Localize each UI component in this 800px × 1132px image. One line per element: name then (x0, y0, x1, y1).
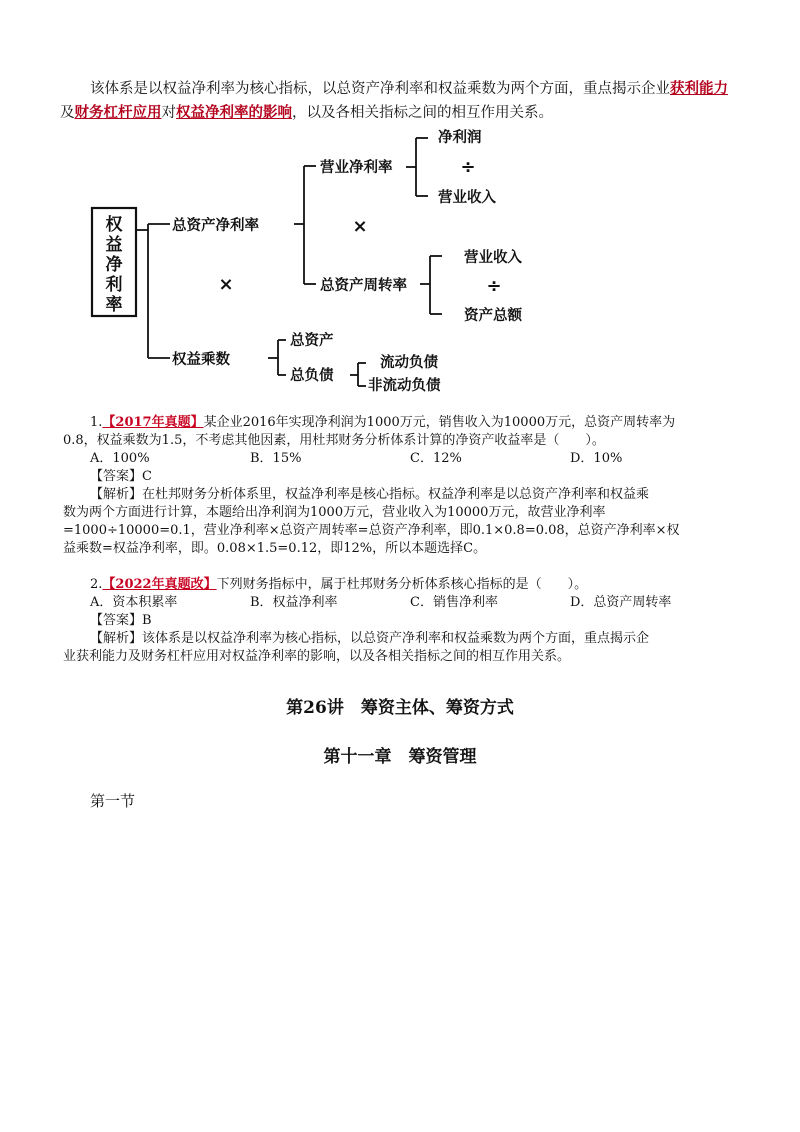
intro-highlight-leverage: 财务杠杆应用 (74, 104, 162, 121)
multiplier-bracket (268, 340, 286, 375)
dupont-diagram (60, 120, 560, 400)
total-assets-amount-label: 资产总额 (464, 308, 522, 324)
q2-option-a: A．资本积累率 (90, 595, 178, 610)
intro-text-1: 该体系是以权益净利率为核心指标，以总资产净利率和权益乘数为两个方面，重点揭示企业 (90, 81, 670, 97)
q1-analysis-1: 【解析】在杜邦财务分析体系里，权益净利率是核心指标。权益净利率是以总资产净利率和权益乘 (90, 487, 650, 502)
op-revenue-2-label: 营业收入 (464, 250, 522, 266)
q1-answer: 【答案】C (90, 469, 152, 484)
margin-bracket (406, 138, 428, 196)
root-char-5: 率 (105, 295, 123, 315)
turnover-bracket (420, 256, 442, 314)
q1-number: 1. (90, 415, 103, 430)
q1-analysis-3: =1000÷10000=0.1，营业净利率×总资产周转率=总资产净利率，即0.1×0.8=0.08，总资产净利率×权 (63, 523, 680, 538)
intro-paragraph (60, 77, 740, 125)
q1-stem-2: 0.8，权益乘数为1.5，不考虑其他因素，用杜邦财务分析体系计算的净资产收益率是（ ）。 (63, 433, 605, 448)
root-char-4: 利 (105, 275, 123, 295)
q2-number: 2. (90, 577, 103, 592)
intro-text-4: ，以及各相关指标之间的相互作用关系。 (292, 105, 553, 121)
asset-turnover-label: 总资产周转率 (320, 278, 407, 294)
lecture-title: 第26讲 筹资主体、筹资方式 (286, 698, 514, 718)
q1-tag: 【2017年真题】 (102, 415, 204, 430)
multiply-sign-1: × (218, 274, 234, 295)
chapter-title: 第十一章 筹资管理 (323, 747, 477, 767)
q1-option-c: C．12% (410, 451, 462, 466)
intro-highlight-roe-impact: 权益净利率的影响 (176, 104, 292, 121)
q2-option-b: B．权益净利率 (250, 595, 338, 610)
q1-analysis-4: 益乘数=权益净利率，即。0.08×1.5=0.12，即12%，所以本题选择C。 (63, 541, 487, 556)
root-bracket (136, 224, 170, 358)
q2-analysis-2: 业获利能力及财务杠杆应用对权益净利率的影响，以及各相关指标之间的相互作用关系。 (63, 649, 571, 664)
q2-tag: 【2022年真题改】 (102, 577, 217, 592)
intro-text-3: 对 (161, 105, 176, 121)
net-profit-label: 净利润 (438, 130, 482, 146)
q2-stem: 下列财务指标中，属于杜邦财务分析体系核心指标的是（ ）。 (216, 577, 588, 592)
op-net-margin-label: 营业净利率 (320, 160, 393, 176)
current-liabilities-label: 流动负债 (380, 355, 438, 371)
question-1 (63, 414, 730, 558)
section-title: 第一节 (90, 792, 136, 810)
total-liabilities-label: 总负债 (290, 368, 334, 384)
root-char-3: 净 (105, 255, 123, 275)
question-2 (63, 576, 730, 666)
q2-analysis-1: 【解析】该体系是以权益净利率为核心指标，以总资产净利率和权益乘数为两个方面，重点揭示企 (90, 631, 650, 646)
roa-bracket (294, 166, 316, 284)
intro-text-2: 及 (60, 105, 75, 121)
root-char-2: 益 (105, 235, 123, 255)
q1-option-a: A．100% (90, 451, 150, 466)
q2-answer: 【答案】B (90, 613, 152, 628)
intro-highlight-profitability: 获利能力 (670, 80, 728, 97)
q1-options (90, 450, 730, 468)
q2-option-c: C．销售净利率 (410, 595, 498, 610)
liabilities-bracket (350, 363, 366, 386)
total-assets-label: 总资产 (290, 333, 334, 349)
divide-sign-2: ÷ (486, 276, 502, 297)
noncurrent-liabilities-label: 非流动负债 (368, 378, 441, 394)
multiply-sign-2: × (352, 216, 368, 237)
op-revenue-label: 营业收入 (438, 190, 496, 206)
total-asset-roa-label: 总资产净利率 (172, 218, 259, 234)
equity-multiplier-label: 权益乘数 (172, 352, 230, 368)
divide-sign-1: ÷ (460, 157, 476, 178)
q2-options (90, 594, 730, 612)
q2-option-d: D．总资产周转率 (570, 595, 672, 610)
q1-option-b: B．15% (250, 451, 302, 466)
q1-option-d: D．10% (570, 451, 623, 466)
root-char-1: 权 (105, 215, 123, 235)
q1-stem-1: 某企业2016年实现净利润为1000万元，销售收入为10000万元，总资产周转率为 (203, 415, 676, 430)
q1-analysis-2: 数为两个方面进行计算，本题给出净利润为1000万元，营业收入为10000万元，故营业净利率 (63, 505, 606, 520)
